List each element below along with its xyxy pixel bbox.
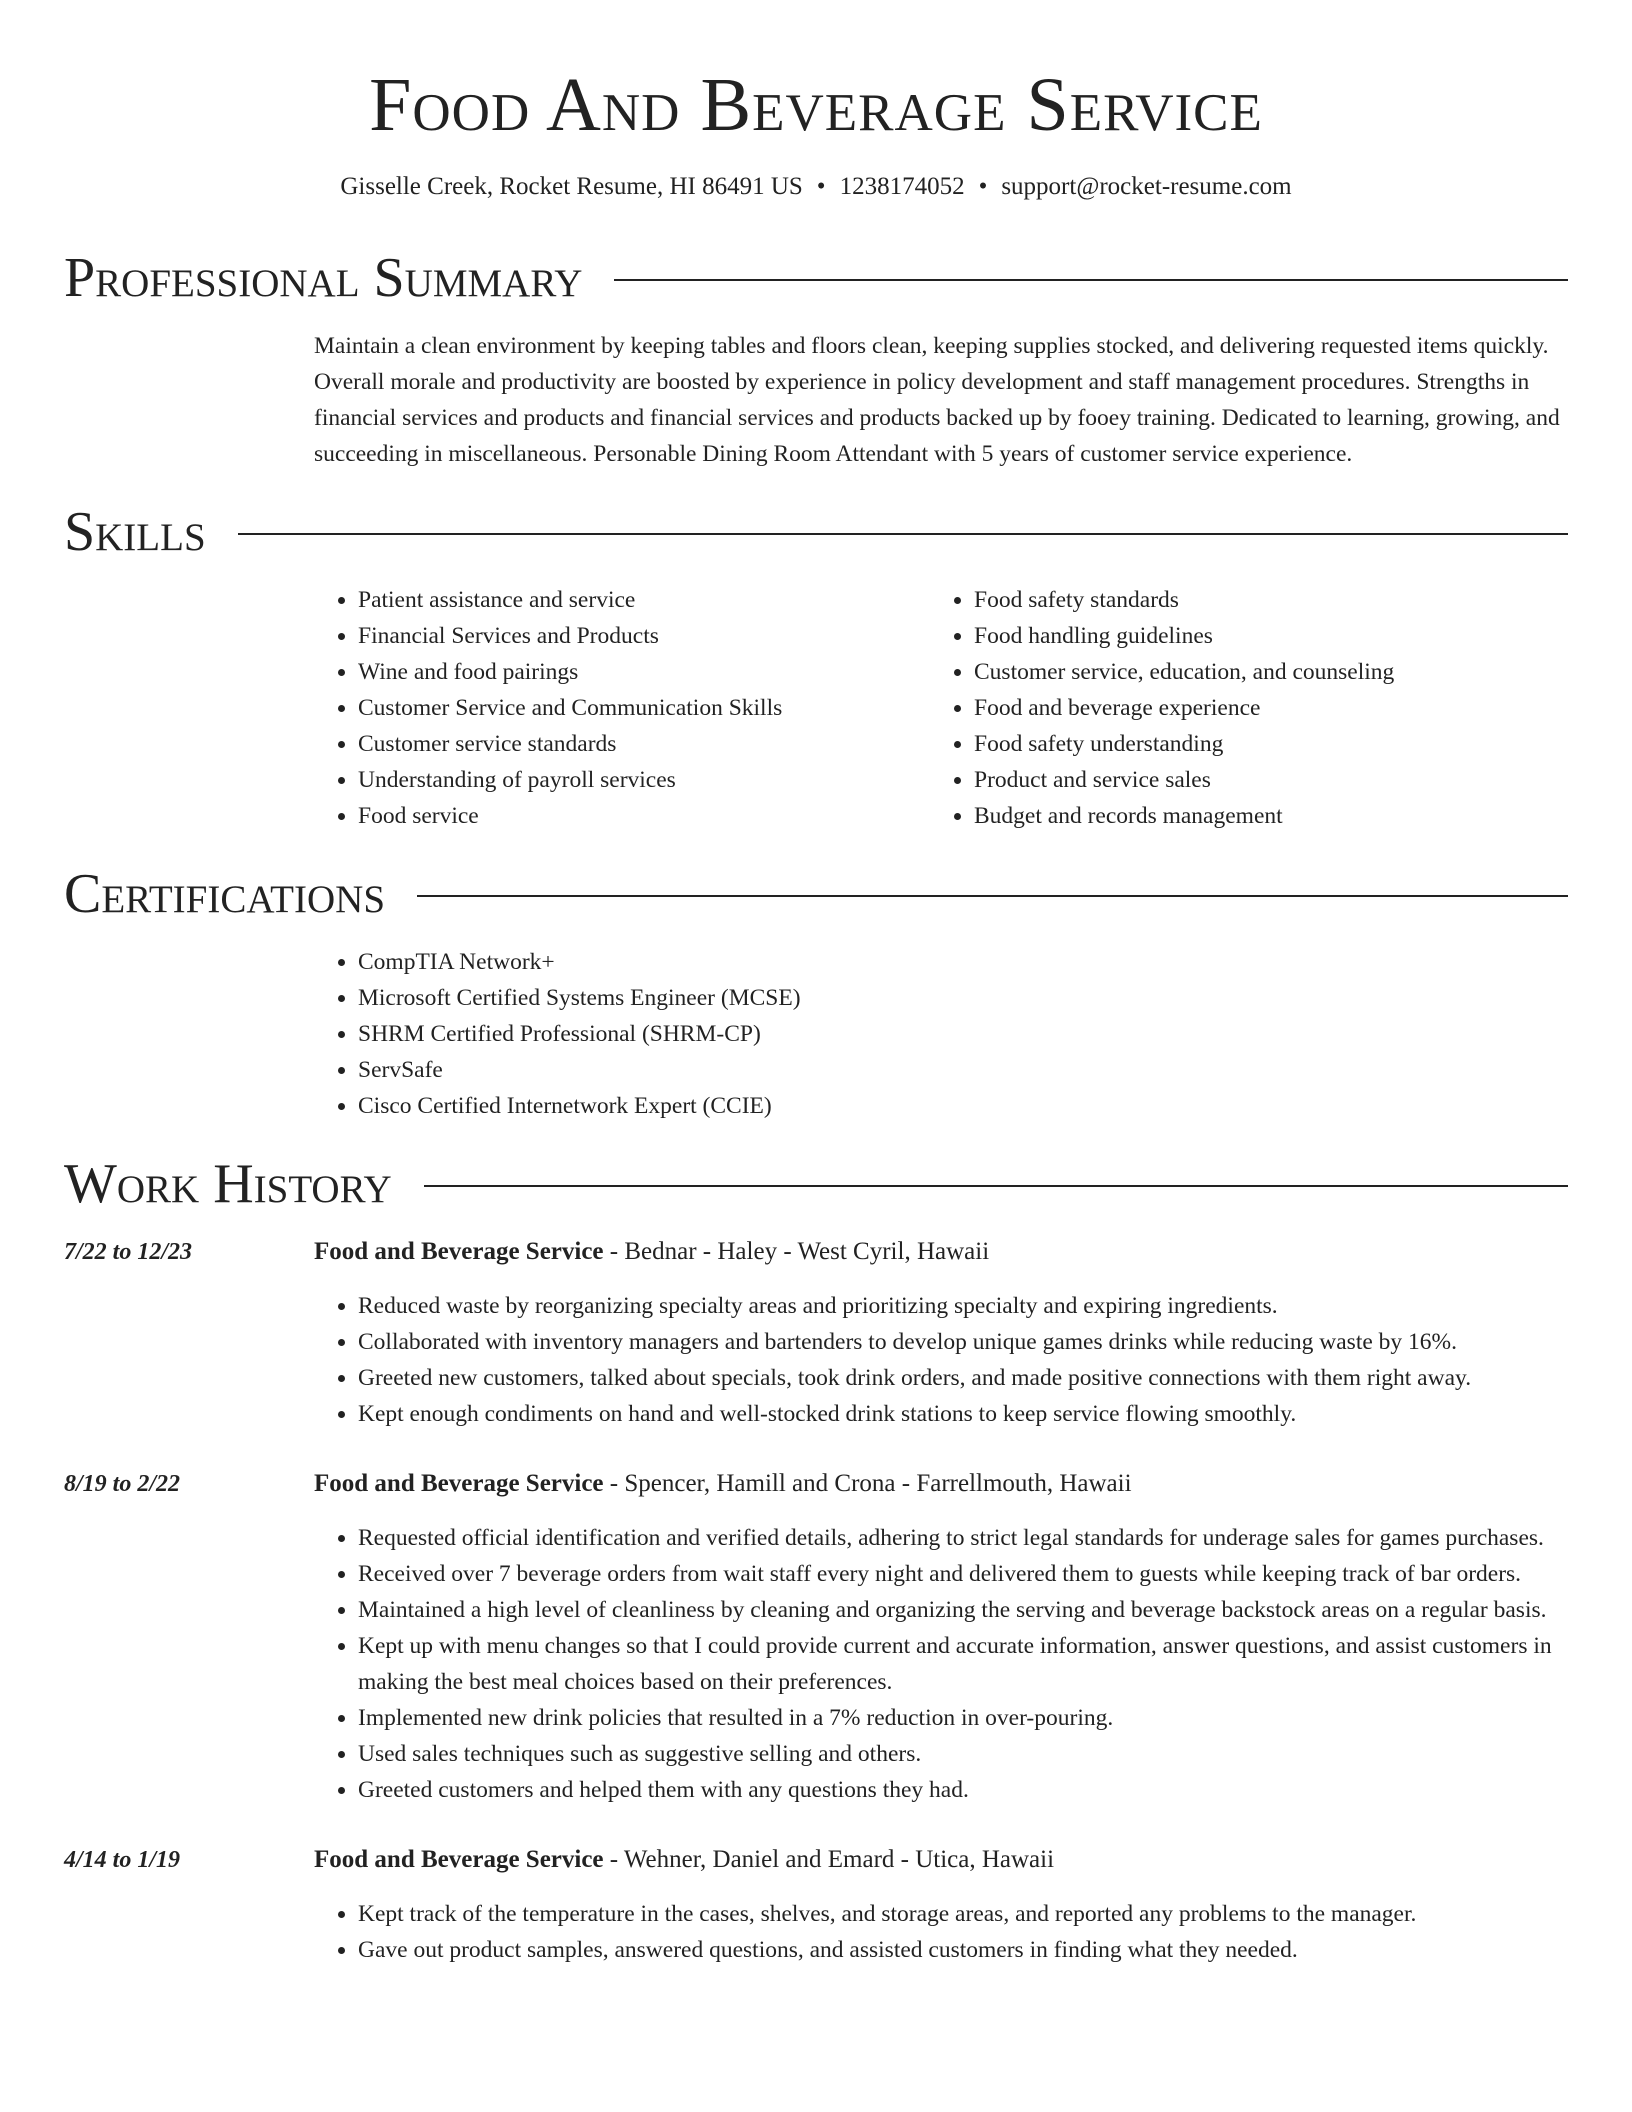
list-item: • CompTIA Network+ [358,944,1568,980]
contact-separator: • [816,173,826,200]
list-item: • Food service [358,798,930,834]
job-details [314,1234,1568,1432]
list-item: • Received over 7 beverage orders from wait staff every night and delivered them to guests while keeping track of bar orders. [358,1556,1568,1592]
list-item: • Kept up with menu changes so that I could provide current and accurate information, answer questions, and assist customers in making the best meal choices based on their preferences. [358,1628,1568,1700]
list-item: • Maintained a high level of cleanliness by cleaning and organizing the serving and beverage backstock areas on a regular basis. [358,1592,1568,1628]
list-item: • Kept track of the temperature in the cases, shelves, and storage areas, and reported any problems to the manager. [358,1896,1568,1932]
job-bullets [314,1896,1568,1968]
work-history-list [64,1234,1568,1968]
list-item: • Used sales techniques such as suggestive selling and others. [358,1736,1568,1772]
skills-column-left [314,582,930,834]
list-item: • Reduced waste by reorganizing specialty areas and prioritizing specialty and expiring ingredients. [358,1288,1568,1324]
job-details [314,1842,1568,1968]
skills-section-header [64,502,1568,562]
certifications-list [314,944,1568,1124]
skills-heading: Skills [64,501,206,563]
contact-address: Gisselle Creek, Rocket Resume, HI 86491 US [340,173,803,200]
work-heading: Work History [64,1153,392,1215]
certifications-items [314,944,1568,1124]
skills-column-right [930,582,1546,834]
list-item: • Gave out product samples, answered questions, and assisted customers in finding what they needed. [358,1932,1568,1968]
contact-separator: • [978,173,988,200]
list-item: • Greeted customers and helped them with any questions they had. [358,1772,1568,1808]
list-item: • Food safety understanding [974,726,1546,762]
job-dates: 8/19 to 2/22 [64,1471,181,1497]
section-divider [614,279,1568,281]
list-item: • Customer service standards [358,726,930,762]
list-item: • SHRM Certified Professional (SHRM-CP) [358,1016,1568,1052]
section-divider [238,533,1568,535]
list-item: • Requested official identification and verified details, adhering to strict legal standards for underage sales for games purchases. [358,1520,1568,1556]
contact-email[interactable]: support@rocket-resume.com [1001,173,1292,200]
job-bullets [314,1288,1568,1432]
job-details [314,1466,1568,1808]
job-dates: 7/22 to 12/23 [64,1239,193,1265]
section-divider [417,895,1568,897]
list-item: • Financial Services and Products [358,618,930,654]
list-item: • Food and beverage experience [974,690,1546,726]
list-item: • Product and service sales [974,762,1546,798]
job-bullets [314,1520,1568,1808]
work-section-header [64,1154,1568,1214]
list-item: • ServSafe [358,1052,1568,1088]
list-item: • Food handling guidelines [974,618,1546,654]
contact-phone: 1238174052 [839,173,965,200]
summary-text: Maintain a clean environment by keeping tables and floors clean, keeping supplies stocked, and delivering requested items quickly. Overall morale and productivity are boosted by experience in policy development and staff management procedures. Strengths in financial services and products and financial services and products backed up by fooey training. Dedicated to learning, growing, and succeeding in miscellaneous. Personable Dining Room Attendant with 5 years of customer service experience. [314,333,1560,467]
job-dates: 4/14 to 1/19 [64,1847,181,1873]
list-item: • Food safety standards [974,582,1546,618]
list-item: • Kept enough condiments on hand and well-stocked drink stations to keep service flowing smoothly. [358,1396,1568,1432]
list-item: • Understanding of payroll services [358,762,930,798]
job-title-line [314,1234,1568,1270]
certifications-heading: Certifications [64,863,386,925]
section-divider [424,1185,1568,1187]
job-title-line [314,1466,1568,1502]
job-entry [64,1466,1568,1808]
job-title-line [314,1842,1568,1878]
list-item: • Patient assistance and service [358,582,930,618]
contact-line [64,170,1568,204]
list-item: • Budget and records management [974,798,1546,834]
summary-section-header [64,248,1568,308]
list-item: • Wine and food pairings [358,654,930,690]
list-item: • Greeted new customers, talked about specials, took drink orders, and made positive connections with them right away. [358,1360,1568,1396]
job-employer: - Wehner, Daniel and Emard - Utica, Hawaii [603,1846,1055,1873]
job-title: Food and Beverage Service [314,1238,604,1265]
job-employer: - Bednar - Haley - West Cyril, Hawaii [603,1238,990,1265]
list-item: • Customer service, education, and counseling [974,654,1546,690]
candidate-name: Food And Beverage Service [369,63,1263,147]
job-entry [64,1842,1568,1968]
list-item: • Implemented new drink policies that resulted in a 7% reduction in over-pouring. [358,1700,1568,1736]
job-title: Food and Beverage Service [314,1846,604,1873]
list-item: • Microsoft Certified Systems Engineer (MCSE) [358,980,1568,1016]
list-item: • Cisco Certified Internetwork Expert (CCIE) [358,1088,1568,1124]
job-entry [64,1234,1568,1432]
job-employer: - Spencer, Hamill and Crona - Farrellmouth, Hawaii [603,1470,1132,1497]
list-item: • Customer Service and Communication Skills [358,690,930,726]
skills-list [314,582,1568,834]
job-title: Food and Beverage Service [314,1470,604,1497]
certifications-section-header [64,864,1568,924]
summary-heading: Professional Summary [64,247,583,309]
resume-page [64,0,1568,1968]
list-item: • Collaborated with inventory managers and bartenders to develop unique games drinks while reducing waste by 16%. [358,1324,1568,1360]
